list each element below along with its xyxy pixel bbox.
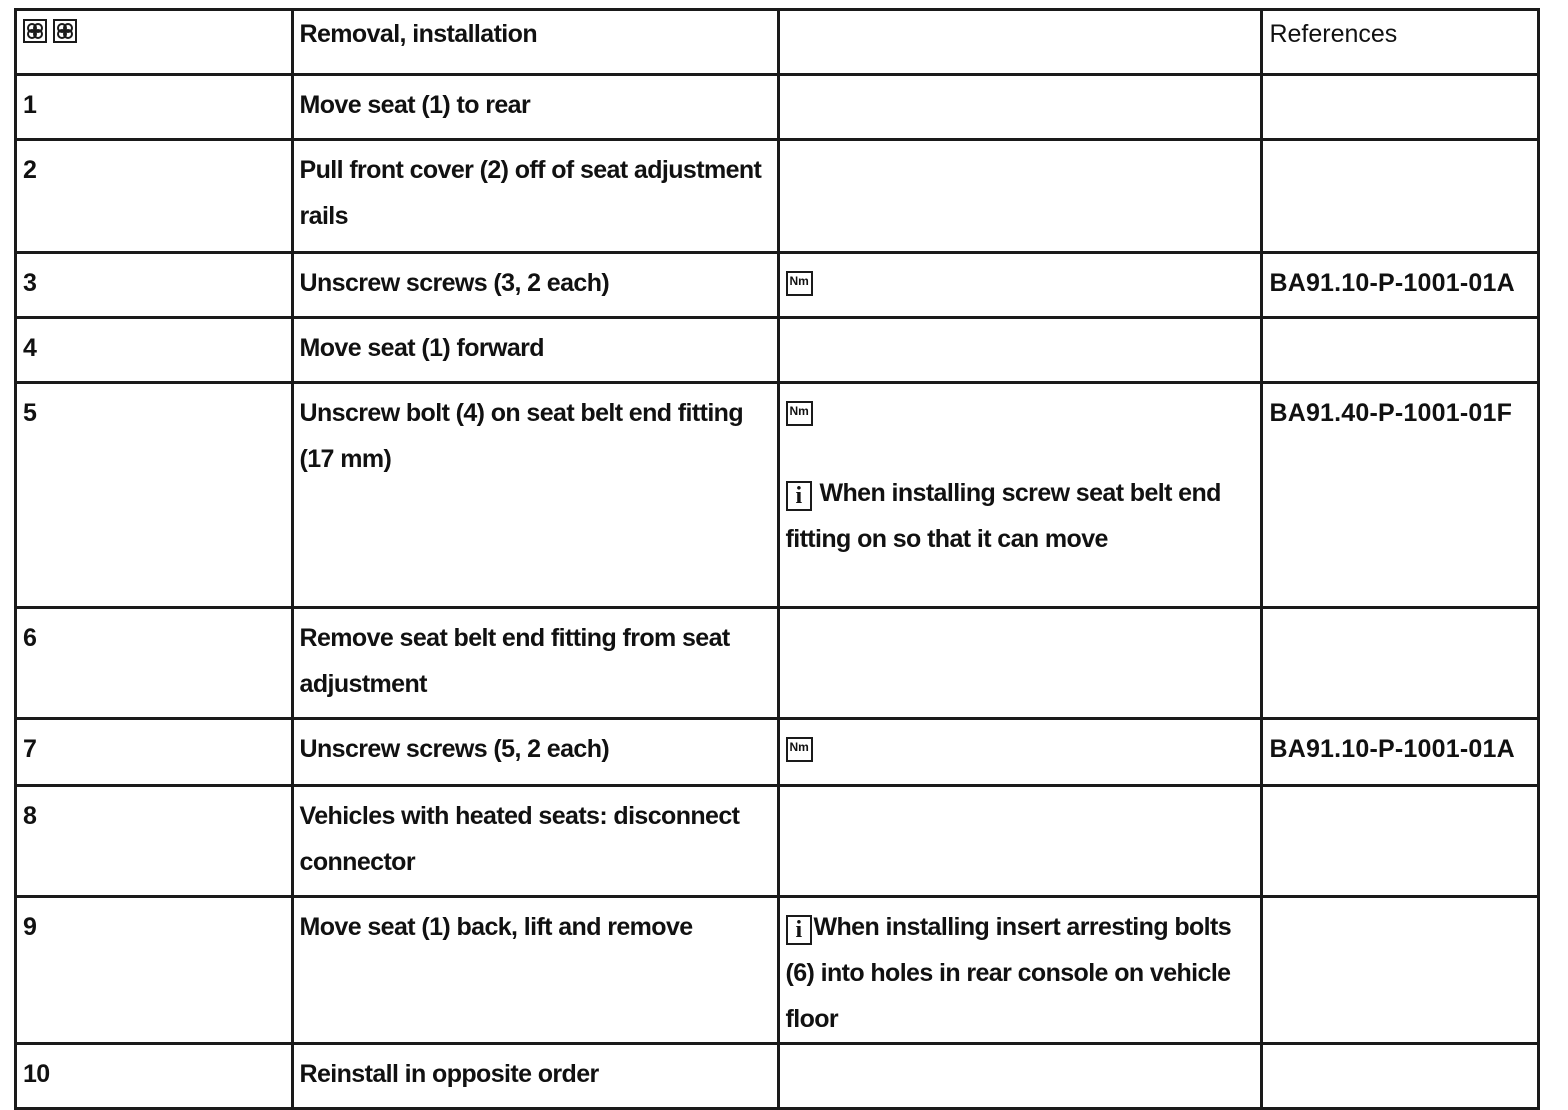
step-action-cell xyxy=(292,75,778,140)
header-title-cell xyxy=(292,10,778,75)
step-number: 6 xyxy=(23,624,37,652)
step-number: 9 xyxy=(23,913,37,941)
step-reference-cell xyxy=(1262,786,1539,897)
table-row xyxy=(16,786,1539,897)
table-row xyxy=(16,1044,1539,1109)
step-reference-cell xyxy=(1262,897,1539,1044)
table-header-row xyxy=(16,10,1539,75)
step-number-cell xyxy=(16,719,293,786)
step-number: 8 xyxy=(23,802,37,830)
step-action: Unscrew screws (3, 2 each) xyxy=(299,269,610,297)
installation-note xyxy=(786,898,1255,1042)
step-number-cell xyxy=(16,897,293,1044)
step-number-cell xyxy=(16,608,293,719)
step-reference-cell xyxy=(1262,318,1539,383)
table-row xyxy=(16,897,1539,1044)
reference-link[interactable]: BA91.10-P-1001-01A xyxy=(1269,735,1515,763)
step-number-cell xyxy=(16,75,293,140)
work-icon xyxy=(23,19,47,43)
step-action-cell xyxy=(292,786,778,897)
step-number: 1 xyxy=(23,91,37,119)
work-icon xyxy=(53,19,77,43)
table-row xyxy=(16,719,1539,786)
step-number: 4 xyxy=(23,334,37,362)
step-action-cell xyxy=(292,1044,778,1109)
table-row xyxy=(16,75,1539,140)
step-action: Vehicles with heated seats: disconnect connector xyxy=(299,802,740,876)
step-action-cell xyxy=(292,318,778,383)
step-action-cell xyxy=(292,897,778,1044)
step-notes-cell xyxy=(778,75,1262,140)
step-notes-cell xyxy=(778,786,1262,897)
reference-link[interactable]: BA91.10-P-1001-01A xyxy=(1269,269,1515,297)
step-reference-cell xyxy=(1262,253,1539,318)
step-reference-cell xyxy=(1262,383,1539,608)
header-notes-cell xyxy=(778,10,1262,75)
step-number: 10 xyxy=(23,1060,50,1088)
note-text: When installing screw seat belt end fitting on so that it can move xyxy=(785,479,1221,553)
step-notes-cell xyxy=(778,1044,1262,1109)
info-icon: i xyxy=(786,915,812,945)
step-notes-cell xyxy=(778,608,1262,719)
step-notes-cell xyxy=(778,253,1262,318)
step-number: 5 xyxy=(23,399,37,427)
step-number-cell xyxy=(16,786,293,897)
step-action: Reinstall in opposite order xyxy=(299,1060,599,1088)
step-notes-cell xyxy=(778,318,1262,383)
torque-icon: Nm xyxy=(786,737,813,762)
step-reference-cell xyxy=(1262,75,1539,140)
table-row xyxy=(16,140,1539,253)
step-action: Unscrew bolt (4) on seat belt end fitting (17 mm) xyxy=(299,399,744,473)
table-row xyxy=(16,608,1539,719)
note-text: When installing insert arresting bolts (6) into holes in rear console on vehicle floor xyxy=(785,913,1232,1033)
step-notes-cell xyxy=(778,897,1262,1044)
header-title: Removal, installation xyxy=(299,20,537,48)
step-action: Unscrew screws (5, 2 each) xyxy=(299,735,610,763)
step-action-cell xyxy=(292,719,778,786)
header-references: References xyxy=(1269,20,1398,48)
procedure-page xyxy=(14,8,1540,1110)
step-action: Remove seat belt end fitting from seat adjustment xyxy=(299,624,730,698)
installation-note xyxy=(786,470,1255,562)
procedure-table xyxy=(14,8,1540,1110)
step-number: 3 xyxy=(23,269,37,297)
step-action: Move seat (1) to rear xyxy=(299,91,531,119)
step-reference-cell xyxy=(1262,719,1539,786)
step-number-cell xyxy=(16,383,293,608)
info-icon: i xyxy=(786,481,812,511)
step-action-cell xyxy=(292,383,778,608)
torque-icon: Nm xyxy=(786,401,813,426)
header-references-cell xyxy=(1262,10,1539,75)
step-action: Move seat (1) forward xyxy=(299,334,544,362)
step-action: Move seat (1) back, lift and remove xyxy=(299,913,693,941)
step-number-cell xyxy=(16,140,293,253)
step-action-cell xyxy=(292,608,778,719)
step-reference-cell xyxy=(1262,608,1539,719)
step-reference-cell xyxy=(1262,140,1539,253)
reference-link[interactable]: BA91.40-P-1001-01F xyxy=(1269,399,1513,427)
step-number: 2 xyxy=(23,156,37,184)
step-reference-cell xyxy=(1262,1044,1539,1109)
table-row xyxy=(16,253,1539,318)
step-notes-cell xyxy=(778,383,1262,608)
step-number: 7 xyxy=(23,735,37,763)
step-notes-cell xyxy=(778,140,1262,253)
step-notes-cell xyxy=(778,719,1262,786)
step-action: Pull front cover (2) off of seat adjustment rails xyxy=(299,156,762,230)
table-row xyxy=(16,318,1539,383)
torque-icon: Nm xyxy=(786,271,813,296)
step-number-cell xyxy=(16,1044,293,1109)
step-number-cell xyxy=(16,253,293,318)
header-icons-cell xyxy=(16,10,293,75)
step-action-cell xyxy=(292,140,778,253)
table-row xyxy=(16,383,1539,608)
step-number-cell xyxy=(16,318,293,383)
step-action-cell xyxy=(292,253,778,318)
